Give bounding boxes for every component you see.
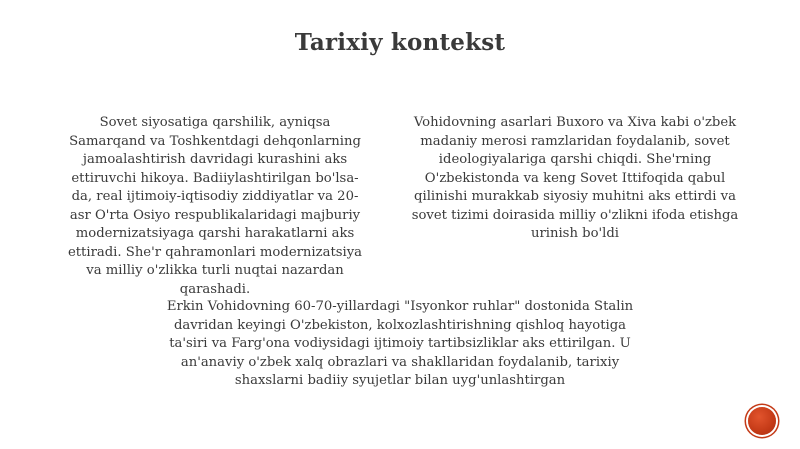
- slide-title: Tarixiy kontekst: [294, 29, 506, 56]
- paragraph-left: Sovet siyosatiga qarshilik, ayniqsa Samarqand va Toshkentdagi dehqonlarning jamoalashtirish davridagi kurashini aks ettiruvchi hikoya. Badiiylashtirilgan bo'lsa- da, real ijtimoiy-iqtisodiy ziddiyatlar va 20- asr O'rta Osiyo respublikalaridagi majburiy modernizatsiyaga qarshi harakatlarni aks ettiradi. She'r qahramonlari modernizatsiya va milliy o'zlikka turli nuqtai nazardan qarashadi.: [67, 115, 363, 297]
- paragraph-right: Vohidovning asarlari Buxoro va Xiva kabi o'zbek madaniy merosi ramzlaridan foydalanib, sovet ideologiyalariga qarshi chiqdi. She'rning O'zbekistonda va keng Sovet Ittifoqida qabul qilinishi murakkab siyosiy muhitni aks ettirdi va sovet tizimi doirasida milliy o'zlikni ifoda etishga urinish bo'ldi: [411, 115, 739, 241]
- slide-nav-button[interactable]: [748, 407, 776, 435]
- paragraph-bottom: Erkin Vohidovning 60-70-yillardagi "Isyonkor ruhlar" dostonida Stalin davridan keyingi O'zbekiston, kolxozlashtirishning qishloq hayotiga ta'siri va Farg'ona vodiysidagi ijtimoiy tartibsizliklar aks ettirilgan. U an'anaviy o'zbek xalq obrazlari va shakllaridan foydalanib, tarixiy shaxslarni badiiy syujetlar bilan uyg'unlashtirgan: [166, 299, 634, 388]
